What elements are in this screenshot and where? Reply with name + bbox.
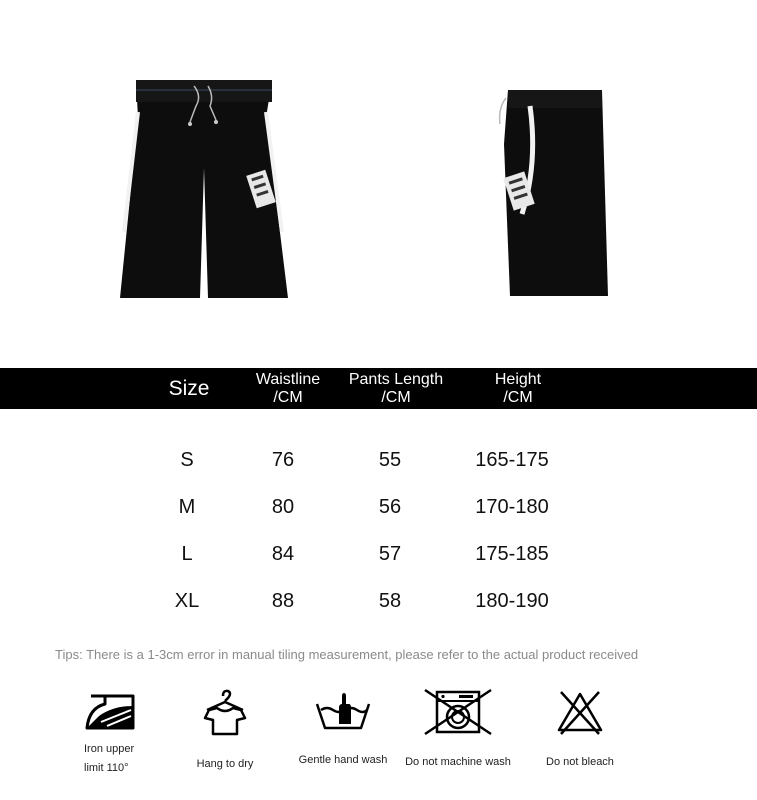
care-hang [188, 688, 262, 774]
measurement-tips: Tips: There is a 1-3cm error in manual tiling measurement, please refer to the actual product received [55, 647, 639, 662]
table-row [0, 586, 757, 616]
header-pants-length-label: Pants Length [348, 370, 444, 388]
cell-pants-length: 55 [378, 449, 402, 471]
iron-icon [83, 688, 143, 734]
header-size [150, 368, 228, 409]
cell-height: 180-190 [475, 590, 549, 612]
hanger-shirt-icon [201, 688, 249, 738]
cell-height: 165-175 [475, 449, 549, 471]
size-chart-header [0, 368, 757, 409]
no-machine-wash-icon [423, 688, 493, 736]
care-hand-wash [294, 688, 392, 770]
cell-size: S [180, 449, 194, 471]
care-iron-label-line1: Iron upper [84, 743, 135, 755]
shorts-front-image [116, 72, 292, 304]
header-waistline-unit: /CM [273, 388, 303, 406]
header-height [470, 368, 566, 409]
header-waistline-label: Waistline [255, 370, 321, 388]
cell-size: M [178, 496, 196, 518]
care-iron-label [78, 740, 148, 778]
cell-waistline: 88 [271, 590, 295, 612]
header-height-label: Height [494, 370, 542, 388]
product-photos [0, 0, 757, 368]
cell-pants-length: 56 [378, 496, 402, 518]
care-hand-wash-label: Gentle hand wash [298, 754, 388, 766]
care-iron-label-line2: limit 110° [84, 762, 129, 774]
cell-waistline: 76 [271, 449, 295, 471]
cell-waistline: 80 [271, 496, 295, 518]
cell-height: 170-180 [475, 496, 549, 518]
hand-wash-icon [313, 688, 373, 734]
header-waistline [240, 368, 336, 409]
care-iron [78, 688, 148, 778]
header-size-label: Size [168, 376, 210, 400]
cell-size: XL [174, 590, 200, 612]
cell-waistline: 84 [271, 543, 295, 565]
shorts-side-image [492, 84, 610, 304]
cell-pants-length: 58 [378, 590, 402, 612]
table-row [0, 492, 757, 522]
cell-height: 175-185 [475, 543, 549, 565]
table-row [0, 445, 757, 475]
cell-pants-length: 57 [378, 543, 402, 565]
header-height-unit: /CM [503, 388, 533, 406]
header-pants-length-unit: /CM [381, 388, 411, 406]
care-no-bleach-label: Do not bleach [546, 756, 614, 768]
cell-size: L [181, 543, 193, 565]
care-hang-label: Hang to dry [196, 758, 254, 770]
care-no-bleach [540, 688, 620, 772]
table-row [0, 539, 757, 569]
care-no-machine-wash-label: Do not machine wash [405, 756, 511, 768]
header-pants-length [338, 368, 454, 409]
no-bleach-icon [555, 688, 605, 736]
care-no-machine-wash [400, 688, 516, 772]
